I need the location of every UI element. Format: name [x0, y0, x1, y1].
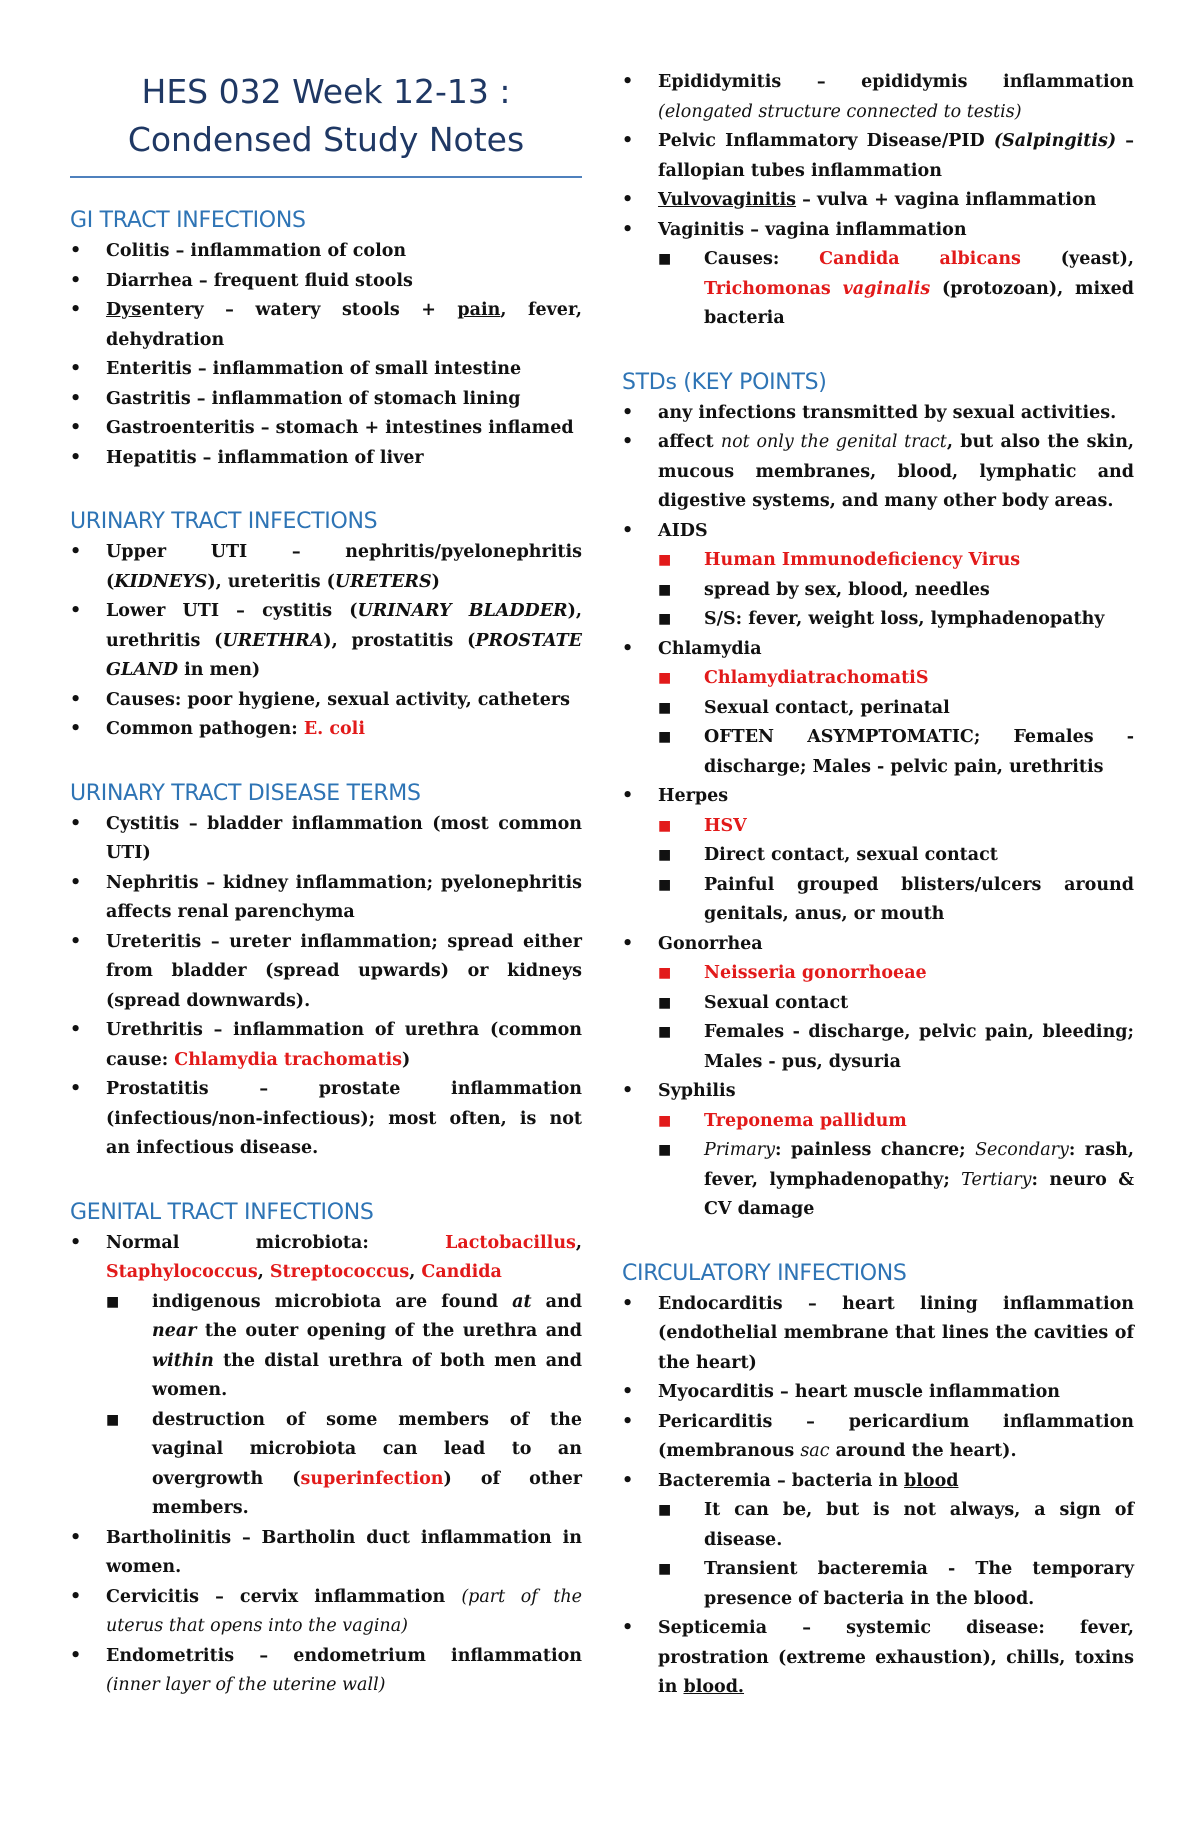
list-item: • Endocarditis – heart lining inflammation (endothelial membrane that lines the cavities of the heart)	[622, 1290, 1134, 1379]
sub-list-item: ■ indigenous microbiota are found at and near the outer opening of the urethra and within the distal urethra of both men and women.	[106, 1288, 582, 1406]
list-item: • affect not only the genital tract, but also the skin, mucous membranes, blood, lymphatic and digestive systems, and many other body areas.	[622, 428, 1134, 517]
section-heading: URINARY TRACT INFECTIONS	[70, 509, 378, 534]
section-genital-tract-continued	[622, 68, 1134, 334]
bullet-list	[70, 237, 582, 473]
sub-list-item: ■ It can be, but is not always, a sign of disease.	[658, 1496, 1134, 1555]
list-item: • Gastritis – inflammation of stomach lining	[70, 385, 582, 415]
list-item: • Causes: poor hygiene, sexual activity, catheters	[70, 686, 582, 716]
sub-list-item: ■ OFTEN ASYMPTOMATIC; Females - discharge; Males - pelvic pain, urethritis	[658, 723, 1134, 782]
list-item: • Lower UTI – cystitis (URINARY BLADDER), urethritis (URETHRA), prostatitis (PROSTATE GLAND in men)	[70, 597, 582, 686]
section-heading: URINARY TRACT DISEASE TERMS	[70, 780, 421, 806]
sub-list-item: ■ Sexual contact	[658, 989, 1134, 1019]
sub-list-item: ■ Human Immunodeficiency Virus	[658, 546, 1134, 576]
list-item: • Ureteritis – ureter inflammation; spread either from bladder (spread upwards) or kidneys (spread downwards).	[70, 928, 582, 1017]
section-genital-tract-infections	[70, 1200, 582, 1701]
sub-list-item: ■ Females - discharge, pelvic pain, bleeding; Males - pus, dysuria	[658, 1018, 1134, 1077]
list-item: • Upper UTI – nephritis/pyelonephritis (KIDNEYS), ureteritis (URETERS)	[70, 538, 582, 597]
list-item: • Dysentery – watery stools + pain, fever, dehydration	[70, 296, 582, 355]
list-item: • Colitis – inflammation of colon	[70, 237, 582, 267]
sub-list-item: ■ Neisseria gonorrhoeae	[658, 959, 1134, 989]
list-item: • Diarrhea – frequent fluid stools	[70, 267, 582, 297]
list-item: • Pelvic Inflammatory Disease/PID (Salpingitis) – fallopian tubes inflammation	[622, 127, 1134, 186]
sub-list-item: ■ spread by sex, blood, needles	[658, 576, 1134, 606]
sub-list-item: ■ HSV	[658, 812, 1134, 842]
list-item: • Vulvovaginitis – vulva + vagina inflammation	[622, 186, 1134, 216]
list-item: • AIDS	[622, 517, 1134, 547]
section-urinary-tract-infections	[70, 509, 582, 745]
list-item: • Common pathogen: E. coli	[70, 715, 582, 745]
list-item: • Bacteremia – bacteria in blood	[622, 1467, 1134, 1497]
left-column	[70, 68, 582, 1737]
list-item: • Cervicitis – cervix inflammation (part of the uterus that opens into the vagina)	[70, 1583, 582, 1642]
section-urinary-tract-disease-terms	[70, 781, 582, 1164]
sub-list-item: ■ Direct contact, sexual contact	[658, 841, 1134, 871]
list-item: • Bartholinitis – Bartholin duct inflammation in women.	[70, 1524, 582, 1583]
list-item: • Nephritis – kidney inflammation; pyelonephritis affects renal parenchyma	[70, 869, 582, 928]
list-item: • Prostatitis – prostate inflammation (infectious/non-infectious); most often, is not an infectious disease.	[70, 1075, 582, 1164]
list-item: • Pericarditis – pericardium inflammation (membranous sac around the heart).	[622, 1408, 1134, 1467]
section-heading: GI TRACT INFECTIONS	[70, 208, 306, 233]
list-item: • Septicemia – systemic disease: fever, prostration (extreme exhaustion), chills, toxins in blood.	[622, 1614, 1134, 1703]
bullet-list	[622, 68, 1134, 334]
sub-list-item: ■ Causes: Candida albicans (yeast), Trichomonas vaginalis (protozoan), mixed bacteria	[658, 245, 1134, 334]
sub-list-item: ■ Primary: painless chancre; Secondary: rash, fever, lymphadenopathy; Tertiary: neuro & CV damage	[658, 1136, 1134, 1225]
bullet-list	[70, 538, 582, 745]
bullet-list	[70, 810, 582, 1164]
list-item: • Myocarditis – heart muscle inflammation	[622, 1378, 1134, 1408]
sub-list-item: ■ ChlamydiatrachomatiS	[658, 664, 1134, 694]
bullet-list	[70, 1229, 582, 1701]
section-heading: GENITAL TRACT INFECTIONS	[70, 1199, 374, 1225]
list-item: • Enteritis – inflammation of small intestine	[70, 355, 582, 385]
list-item: • Gastroenteritis – stomach + intestines inflamed	[70, 414, 582, 444]
list-item: • any infections transmitted by sexual activities.	[622, 399, 1134, 429]
title-line-2: Condensed Study Notes	[127, 120, 525, 159]
list-item: • Hepatitis – inflammation of liver	[70, 444, 582, 474]
section-heading: CIRCULATORY INFECTIONS	[622, 1260, 907, 1286]
sub-list-item: ■ S/S: fever, weight loss, lymphadenopathy	[658, 605, 1134, 635]
right-column	[622, 68, 1134, 1739]
title-divider	[70, 176, 582, 178]
sub-list-item: ■ destruction of some members of the vaginal microbiota can lead to an overgrowth (superinfection) of other members.	[106, 1406, 582, 1524]
list-item: • Endometritis – endometrium inflammation (inner layer of the uterine wall)	[70, 1642, 582, 1701]
list-item: • Cystitis – bladder inflammation (most common UTI)	[70, 810, 582, 869]
sub-list-item: ■ Treponema pallidum	[658, 1107, 1134, 1137]
page-title	[70, 68, 582, 164]
bullet-list	[622, 1290, 1134, 1703]
section-stds	[622, 370, 1134, 1225]
list-item: • Epididymitis – epididymis inflammation (elongated structure connected to testis)	[622, 68, 1134, 127]
section-gi-tract	[70, 208, 582, 473]
title-line-1: HES 032 Week 12-13 :	[141, 72, 511, 111]
list-item: • Urethritis – inflammation of urethra (common cause: Chlamydia trachomatis)	[70, 1016, 582, 1075]
sub-list-item: ■ Painful grouped blisters/ulcers around genitals, anus, or mouth	[658, 871, 1134, 930]
list-item: • Gonorrhea	[622, 930, 1134, 960]
section-circulatory-infections	[622, 1261, 1134, 1703]
list-item: • Vaginitis – vagina inflammation	[622, 216, 1134, 246]
list-item: • Syphilis	[622, 1077, 1134, 1107]
section-heading: STDs (KEY POINTS)	[622, 369, 827, 395]
sub-list-item: ■ Sexual contact, perinatal	[658, 694, 1134, 724]
list-item: • Chlamydia	[622, 635, 1134, 665]
list-item: • Normal microbiota: Lactobacillus, Staphylococcus, Streptococcus, Candida	[70, 1229, 582, 1288]
sub-list-item: ■ Transient bacteremia - The temporary presence of bacteria in the blood.	[658, 1555, 1134, 1614]
list-item: • Herpes	[622, 782, 1134, 812]
bullet-list	[622, 399, 1134, 1225]
